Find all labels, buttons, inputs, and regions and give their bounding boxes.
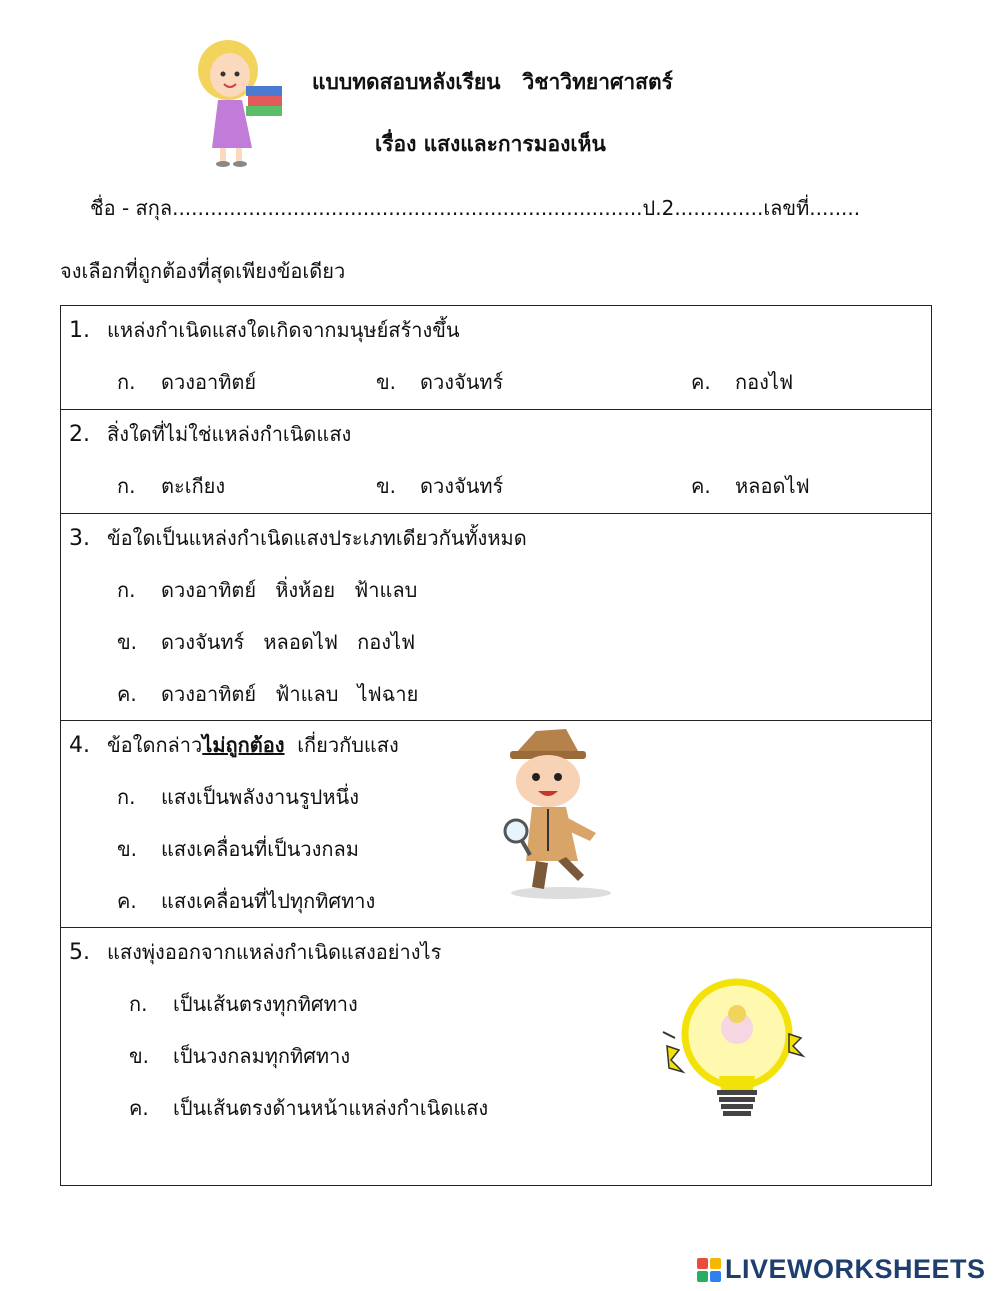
option-c[interactable] [691, 470, 810, 502]
question-4 [60, 720, 932, 928]
option-label: ข. [117, 630, 138, 654]
option-a[interactable] [117, 366, 256, 398]
option-text: ดวงจันทร์ [420, 474, 504, 498]
question-emphasis: ไม่ถูกต้อง [202, 733, 285, 757]
logo-icon [697, 1258, 721, 1282]
option-b[interactable] [376, 366, 503, 398]
option-label: ก. [117, 785, 136, 809]
option-label: ก. [117, 474, 136, 498]
detective-boy-illustration [486, 721, 626, 903]
option-c[interactable] [117, 678, 418, 710]
question-prompt: แหล่งกำเนิดแสงใดเกิดจากมนุษย์สร้างขึ้น [107, 318, 460, 342]
question-1 [60, 305, 932, 410]
option-a[interactable] [117, 574, 417, 606]
question-2 [60, 409, 932, 514]
option-c[interactable] [691, 366, 793, 398]
girl-with-books-illustration [190, 30, 295, 170]
option-label: ข. [129, 1044, 150, 1068]
option-label: ค. [691, 474, 711, 498]
option-a[interactable] [129, 988, 358, 1020]
option-text: ดวงอาทิตย์ ฟ้าแลบ ไฟฉาย [161, 682, 419, 706]
option-label: ค. [117, 889, 137, 913]
question-number: 3. [69, 526, 90, 551]
option-text: หลอดไฟ [735, 474, 810, 498]
option-label: ข. [376, 474, 397, 498]
option-text: เป็นเส้นตรงทุกทิศทาง [173, 992, 358, 1016]
question-2-text [69, 418, 351, 450]
question-prompt: แสงพุ่งออกจากแหล่งกำเนิดแสงอย่างไร [107, 940, 442, 964]
option-c[interactable] [117, 885, 375, 917]
question-number: 4. [69, 733, 90, 758]
option-text: ตะเกียง [161, 474, 226, 498]
option-label: ค. [129, 1096, 149, 1120]
question-5-text [69, 936, 441, 968]
question-1-text [69, 314, 460, 346]
name-line: ชื่อ - สกุล..........................................................................ป.2..............เลขที่........ [90, 196, 861, 220]
question-prompt: สิ่งใดที่ไม่ใช่แหล่งกำเนิดแสง [107, 422, 352, 446]
light-bulb-illustration [659, 976, 809, 1124]
option-label: ค. [691, 370, 711, 394]
option-label: ก. [129, 992, 148, 1016]
question-number: 2. [69, 422, 90, 447]
option-text: เป็นวงกลมทุกทิศทาง [173, 1044, 351, 1068]
option-text: ดวงอาทิตย์ หิ่งห้อย ฟ้าแลบ [161, 578, 418, 602]
option-label: ก. [117, 578, 136, 602]
question-prompt: ข้อใดเป็นแหล่งกำเนิดแสงประเภทเดียวกันทั้งหมด [107, 526, 527, 550]
question-number: 1. [69, 318, 90, 343]
option-text: แสงเป็นพลังงานรูปหนึ่ง [161, 785, 359, 809]
instruction: จงเลือกที่ถูกต้องที่สุดเพียงข้อเดียว [60, 259, 346, 283]
question-5 [60, 927, 932, 1186]
question-number: 5. [69, 940, 90, 965]
option-b[interactable] [376, 470, 503, 502]
option-text: ดวงจันทร์ หลอดไฟ กองไฟ [161, 630, 416, 654]
question-3-text [69, 522, 527, 554]
option-c[interactable] [129, 1092, 488, 1124]
question-4-text [69, 729, 399, 761]
option-label: ค. [117, 682, 137, 706]
option-b[interactable] [117, 626, 415, 658]
page-title: แบบทดสอบหลังเรียน วิชาวิทยาศาสตร์ [312, 70, 673, 94]
option-b[interactable] [117, 833, 359, 865]
question-3 [60, 513, 932, 721]
option-a[interactable] [117, 781, 359, 813]
option-text: ดวงจันทร์ [420, 370, 504, 394]
option-text: ดวงอาทิตย์ [161, 370, 257, 394]
option-label: ก. [117, 370, 136, 394]
option-text: แสงเคลื่อนที่ไปทุกทิศทาง [161, 889, 376, 913]
option-text: แสงเคลื่อนที่เป็นวงกลม [161, 837, 359, 861]
page-subtitle: เรื่อง แสงและการมองเห็น [375, 132, 606, 156]
logo-text: LIVEWORKSHEETS [725, 1254, 986, 1284]
option-label: ข. [117, 837, 138, 861]
question-prompt: ข้อใดกล่าว [107, 733, 203, 757]
option-text: เป็นเส้นตรงด้านหน้าแหล่งกำเนิดแสง [173, 1096, 489, 1120]
option-label: ข. [376, 370, 397, 394]
option-a[interactable] [117, 470, 225, 502]
liveworksheets-logo [697, 1254, 986, 1285]
option-text: กองไฟ [735, 370, 794, 394]
question-prompt-end: เกี่ยวกับแสง [284, 733, 399, 757]
option-b[interactable] [129, 1040, 350, 1072]
